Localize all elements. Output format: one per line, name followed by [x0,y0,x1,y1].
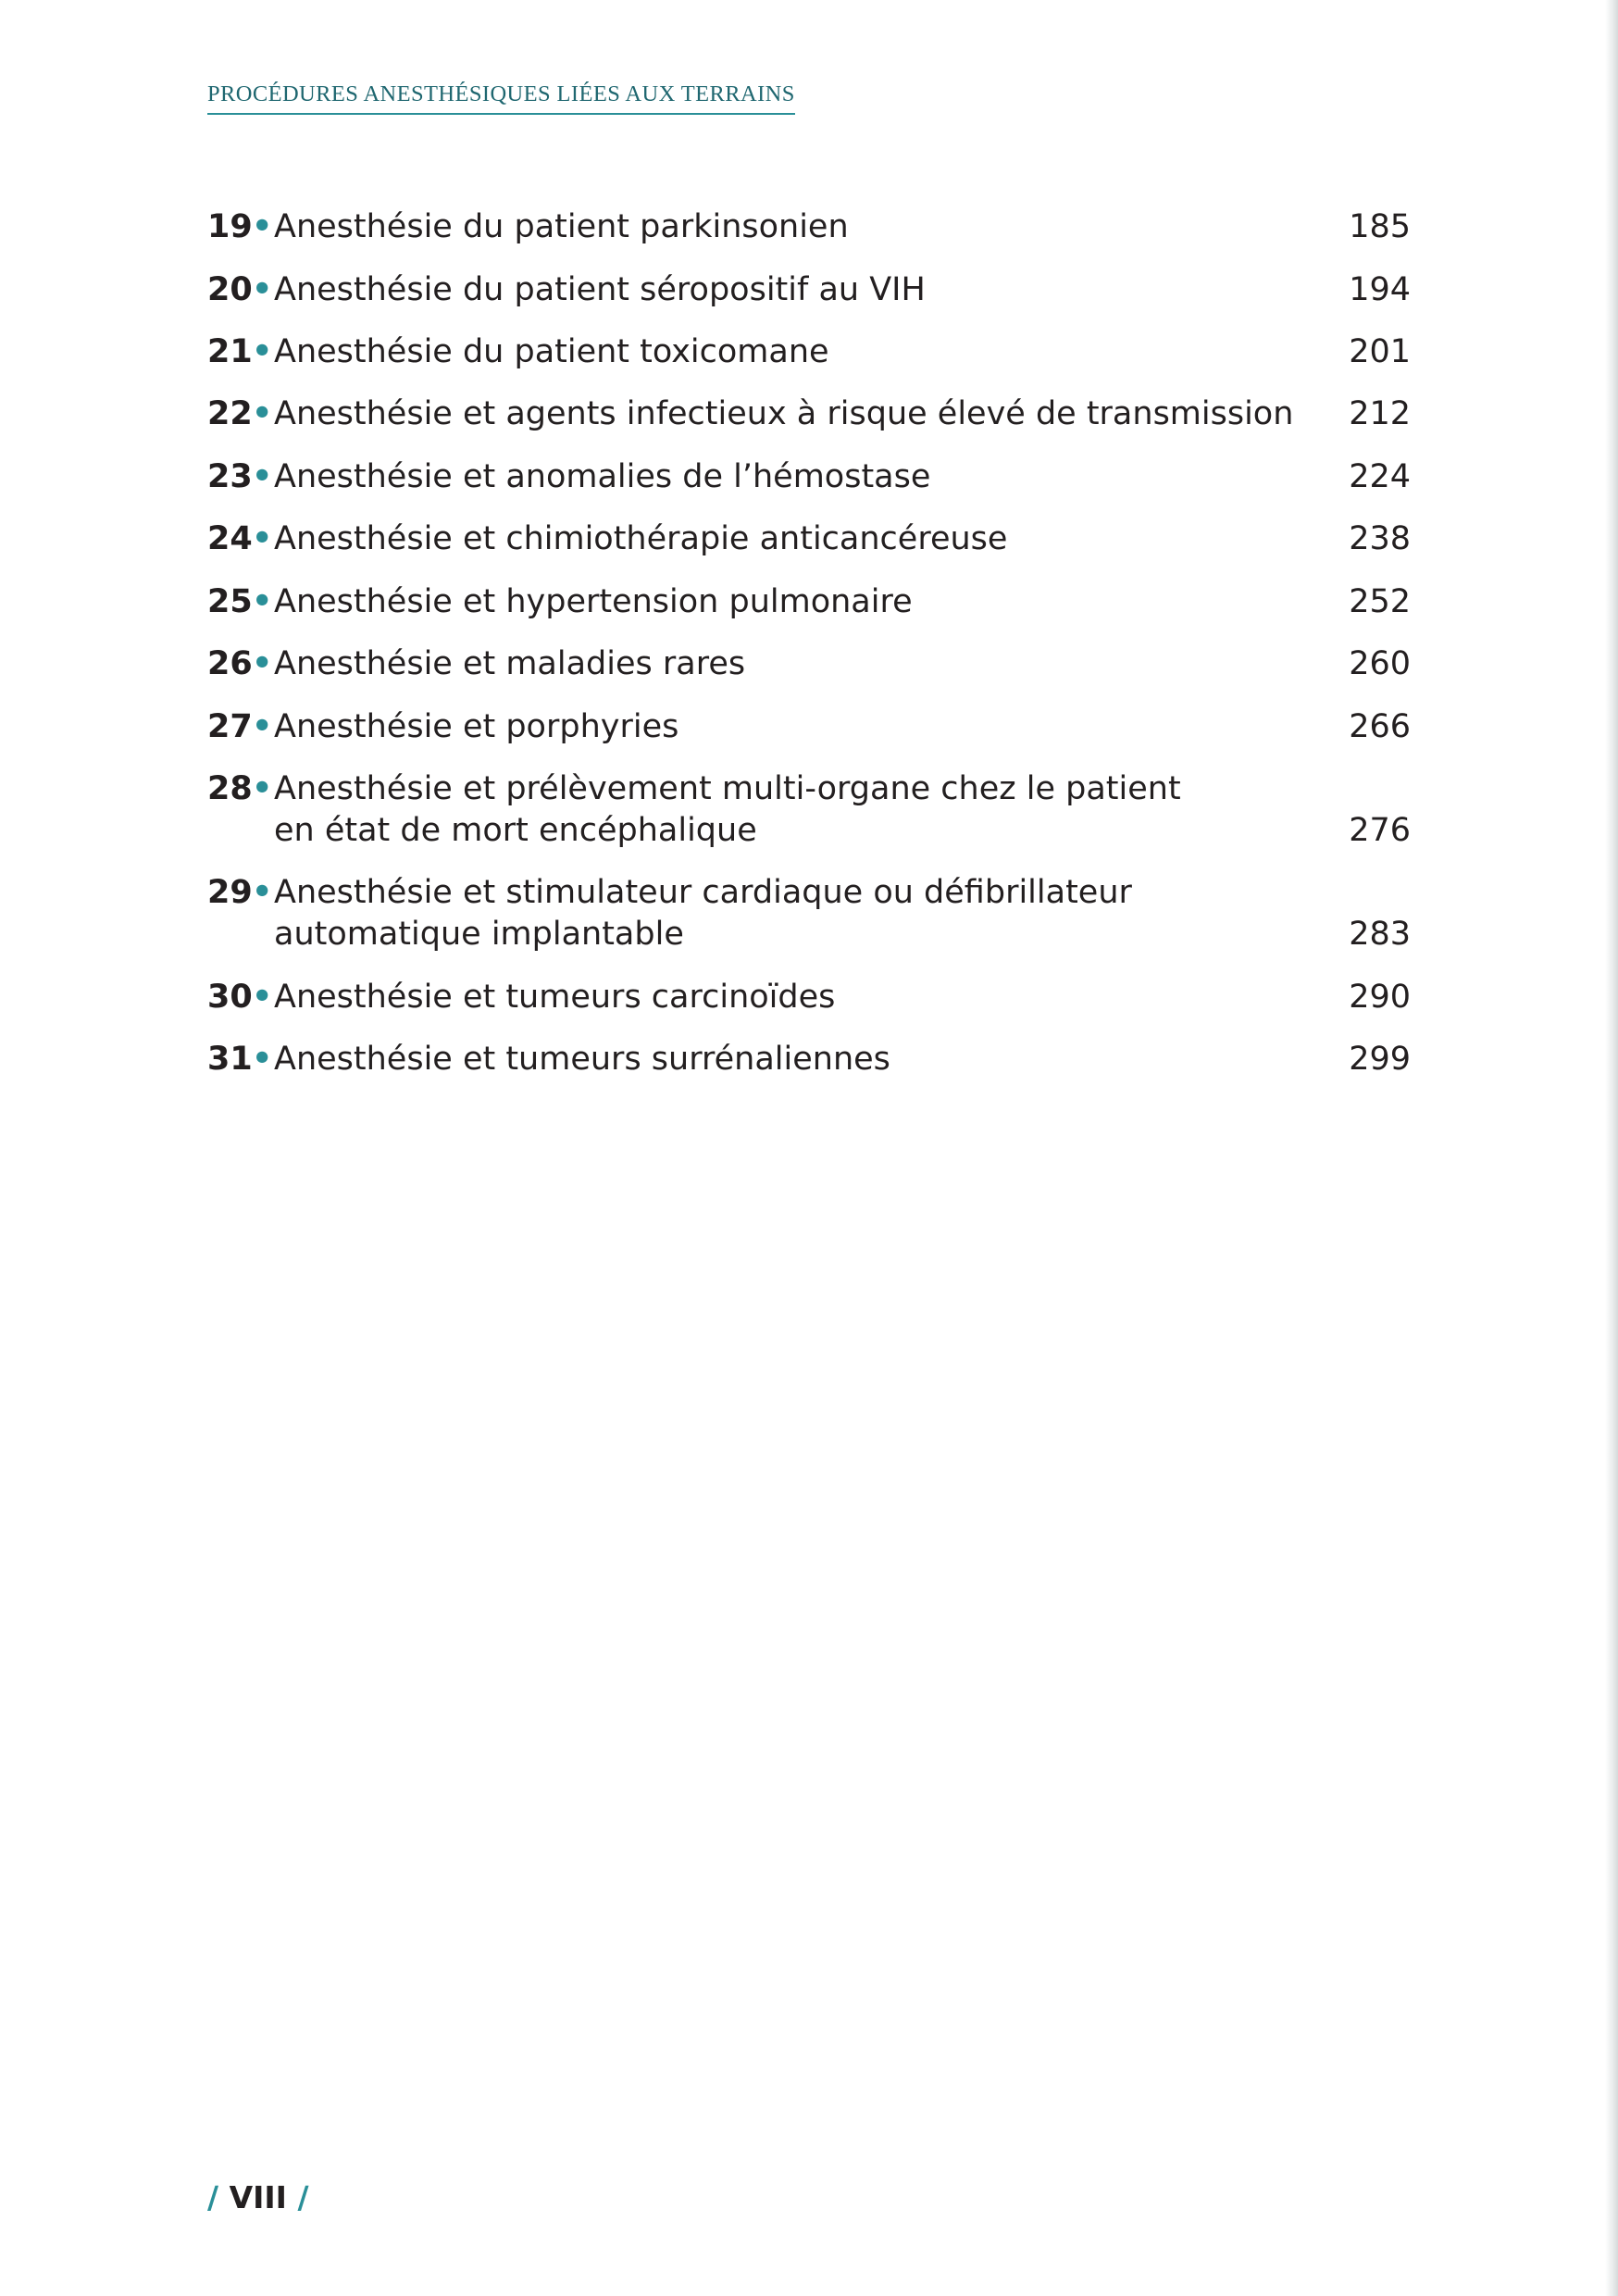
toc-entry-number: 21 [207,333,253,370]
toc-entry-title-line: Anesthésie et porphyries [274,708,679,745]
folio-number: VIII [229,2179,287,2215]
toc-entry-title-line: Anesthésie du patient séropositif au VIH [274,271,926,308]
toc-entry-title-line: Anesthésie et maladies rares [274,645,746,682]
toc-entry-number: 28 [207,770,253,807]
toc-entry-number: 25 [207,583,253,620]
toc-entry-title [274,331,1292,372]
toc-entry-page: 224 [1349,458,1411,495]
toc-entry-title [274,1038,1292,1079]
toc-entry-page: 260 [1349,645,1411,682]
toc-entry-title-line: Anesthésie et hypertension pulmonaire [274,583,913,620]
toc-entry-page: 290 [1349,979,1411,1016]
toc-entry-number: 31 [207,1041,253,1078]
toc-entry-number: 27 [207,708,253,745]
toc-entry-title-line: automatique implantable [274,916,684,953]
toc-entry-title-line: Anesthésie du patient toxicomane [274,333,829,370]
toc-entry-title [274,976,1292,1017]
toc-entry-page: 212 [1349,395,1411,432]
toc-bullet: • [252,520,273,557]
toc-bullet: • [252,979,273,1016]
toc-bullet: • [252,458,273,495]
page-edge [1605,0,1618,2296]
toc-bullet: • [252,395,273,432]
toc-entry-page: 185 [1349,208,1411,245]
toc-entry-page: 299 [1349,1041,1411,1078]
toc-entry-page: 266 [1349,708,1411,745]
toc-entry-title-line: Anesthésie et agents infectieux à risque élevé de transmission [274,395,1294,432]
toc-entry-title-line: Anesthésie et stimulateur cardiaque ou défibrillateur [274,874,1132,911]
toc-entry-title-line: Anesthésie et prélèvement multi-organe chez le patient [274,770,1181,807]
toc-entry-title [274,455,1292,497]
toc-entry-title [274,871,1292,955]
toc-entry-page: 194 [1349,271,1411,308]
toc-bullet: • [252,271,273,308]
toc-entry-number: 26 [207,645,253,682]
toc-bullet: • [252,333,273,370]
running-header: PROCÉDURES ANESTHÉSIQUES LIÉES AUX TERRAINS [207,81,795,115]
toc-entry-title [274,206,1292,247]
toc-entry-page: 283 [1349,916,1411,953]
toc-bullet: • [252,708,273,745]
toc-entry-number: 20 [207,271,253,308]
toc-bullet: • [252,1041,273,1078]
toc-entry-number: 23 [207,458,253,495]
toc-bullet: • [252,770,273,807]
toc-entry-title [274,580,1292,622]
page-folio [207,2179,309,2215]
toc-entry-page: 201 [1349,333,1411,370]
toc-entry-title [274,393,1292,434]
folio-slash-left: / [207,2179,219,2215]
toc-entry-title [274,767,1292,851]
toc-entry-title-line: Anesthésie et tumeurs carcinoïdes [274,979,836,1016]
toc-entry-title [274,518,1292,559]
toc-entry-title-line: Anesthésie et tumeurs surrénaliennes [274,1041,890,1078]
toc-entry-page: 276 [1349,812,1411,849]
toc-entry-number: 29 [207,874,253,911]
toc-bullet: • [252,583,273,620]
toc-entry-page: 252 [1349,583,1411,620]
toc-entry-page: 238 [1349,520,1411,557]
toc-entry-title [274,268,1292,310]
toc-bullet: • [252,874,273,911]
toc-entry-number: 19 [207,208,253,245]
toc-entry-title-line: Anesthésie et anomalies de l’hémostase [274,458,931,495]
toc-entry-number: 24 [207,520,253,557]
toc-entry-title [274,705,1292,747]
toc-bullet: • [252,645,273,682]
toc-entry-title-line: en état de mort encéphalique [274,812,757,849]
folio-slash-right: / [297,2179,309,2215]
toc-entry-title [274,643,1292,684]
toc-entry-number: 30 [207,979,253,1016]
toc-entry-title-line: Anesthésie du patient parkinsonien [274,208,849,245]
toc-entry-number: 22 [207,395,253,432]
toc-entry-title-line: Anesthésie et chimiothérapie anticancéreuse [274,520,1008,557]
toc-bullet: • [252,208,273,245]
